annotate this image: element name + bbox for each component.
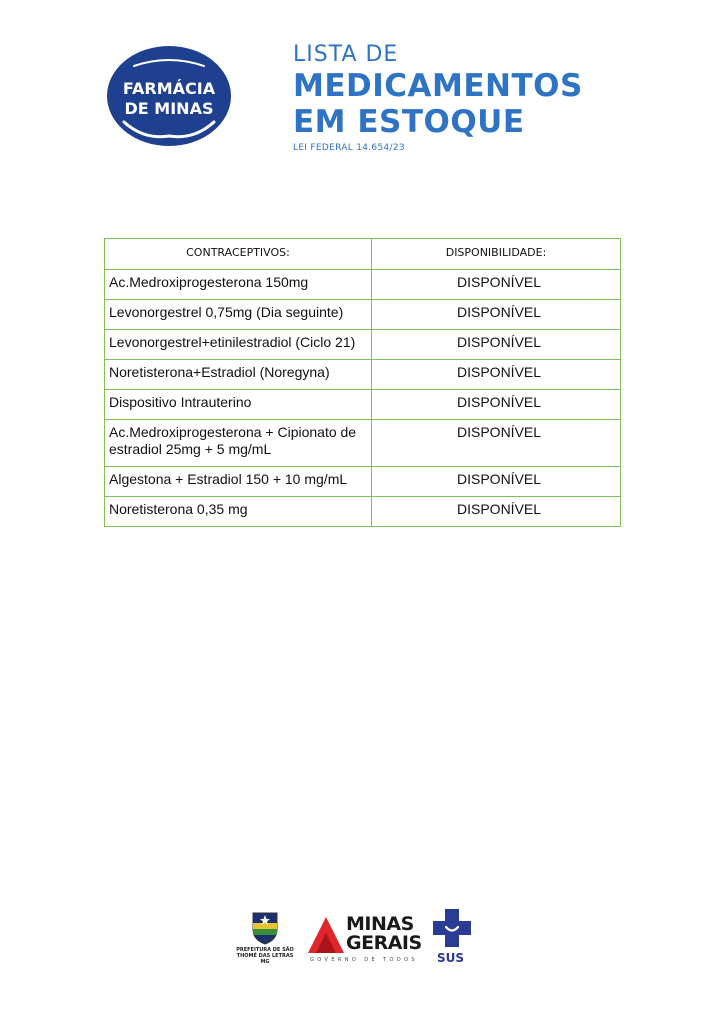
mg-line2: GERAIS — [346, 932, 422, 954]
mg-subtitle: GOVERNO DE TODOS — [310, 957, 418, 963]
table-row — [105, 420, 621, 467]
prefeitura-line1: PREFEITURA DE SÃO — [236, 947, 294, 953]
medication-table — [104, 238, 621, 527]
availability-status: DISPONÍVEL — [372, 300, 621, 330]
medication-name: Ac.Medroxiprogesterona 150mg — [105, 270, 372, 300]
minas-gerais-wordmark — [346, 915, 422, 953]
medication-name: Levonorgestrel 0,75mg (Dia seguinte) — [105, 300, 372, 330]
availability-status: DISPONÍVEL — [372, 390, 621, 420]
availability-status: DISPONÍVEL — [372, 330, 621, 360]
header-disponibilidade: DISPONIBILIDADE: — [372, 239, 621, 270]
medication-name: Algestona + Estradiol 150 + 10 mg/mL — [105, 467, 372, 497]
medication-name: Noretisterona+Estradiol (Noregyna) — [105, 360, 372, 390]
footer-logos — [0, 905, 725, 975]
availability-status: DISPONÍVEL — [372, 420, 621, 467]
availability-status: DISPONÍVEL — [372, 467, 621, 497]
minas-gerais-triangle-icon — [306, 915, 346, 955]
medication-name: Dispositivo Intrauterino — [105, 390, 372, 420]
prefeitura-line2: THOMÉ DAS LETRAS MG — [236, 953, 294, 965]
table-row — [105, 360, 621, 390]
table-row — [105, 300, 621, 330]
availability-status: DISPONÍVEL — [372, 270, 621, 300]
header-contraceptivos: CONTRACEPTIVOS: — [105, 239, 372, 270]
title-line1: LISTA DE — [293, 42, 399, 67]
table-row — [105, 467, 621, 497]
sus-cross-icon — [432, 907, 472, 949]
prefeitura-seal-icon — [250, 909, 280, 945]
medication-name: Ac.Medroxiprogesterona + Cipionato de estradiol 25mg + 5 mg/mL — [105, 420, 372, 467]
mg-line1: MINAS — [346, 913, 414, 935]
law-reference: LEI FEDERAL 14.654/23 — [293, 143, 405, 153]
table-row — [105, 330, 621, 360]
availability-status: DISPONÍVEL — [372, 360, 621, 390]
farmacia-de-minas-logo — [104, 44, 234, 148]
table-row — [105, 390, 621, 420]
logo-line2: DE MINAS — [124, 99, 214, 118]
sus-label: SUS — [437, 951, 465, 965]
medication-name: Levonorgestrel+etinilestradiol (Ciclo 21) — [105, 330, 372, 360]
medication-name: Noretisterona 0,35 mg — [105, 497, 372, 527]
availability-status: DISPONÍVEL — [372, 497, 621, 527]
table-row — [105, 270, 621, 300]
page-title-block — [293, 42, 633, 153]
logo-line1: FARMÁCIA — [122, 79, 216, 98]
prefeitura-caption — [236, 947, 294, 965]
table-header-row — [105, 239, 621, 270]
title-line2: MEDICAMENTOS — [293, 68, 583, 104]
table-row — [105, 497, 621, 527]
title-line3: EM ESTOQUE — [293, 104, 525, 140]
